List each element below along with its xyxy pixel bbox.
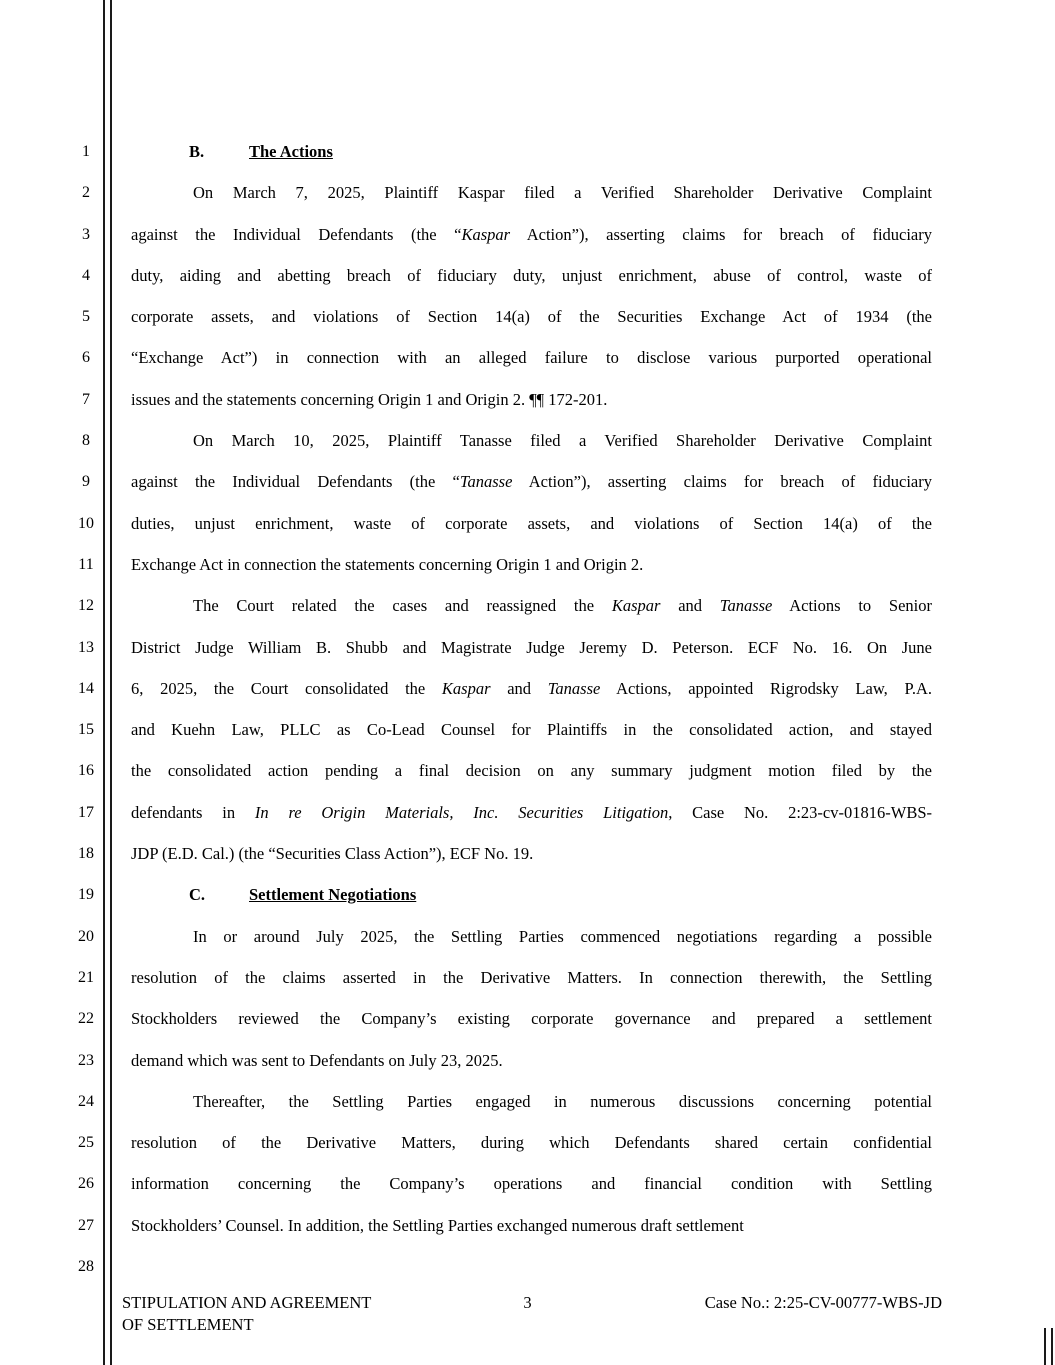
footer-page-number: 3 [523,1293,532,1312]
line-number: 20 [78,927,94,945]
text-run: against the Individual Defendants (the “ [131,224,462,244]
line-number: 26 [78,1175,94,1193]
heading-label: C. [189,885,206,905]
line-number: 1 [82,143,90,160]
text-run: , Case No. 2:23-cv-01816-WBS- [668,802,932,822]
text-run: On March 10, 2025, Plaintiff Tanasse filed a Verified Shareholder Derivative Complaint [193,431,932,451]
text-run: and [660,596,720,616]
text-run: Thereafter, the Settling Parties engaged in numerous discussions concerning potential [193,1091,932,1111]
body-line [131,1081,932,1122]
body-line [131,916,932,957]
body-line [131,255,932,296]
line-number: 5 [82,308,90,326]
body-line [131,1122,932,1163]
text-run: Stockholders reviewed the Company’s existing corporate governance and prepared a settlement [131,1009,932,1029]
body-line [131,709,932,750]
body-line [131,420,932,461]
line-number: 14 [78,679,94,697]
text-run: resolution of the Derivative Matters, during which Defendants shared certain confidential [131,1133,932,1153]
text-run: Action”), asserting claims for breach of fiduciary [512,472,932,492]
body-line [131,1040,932,1081]
line-number: 9 [82,473,90,491]
text-run: against the Individual Defendants (the “ [131,472,460,492]
line-number: 19 [78,886,94,904]
section-heading [131,874,932,915]
line-number: 12 [78,597,94,615]
line-number: 17 [78,803,94,821]
text-run: Exchange Act in connection the statements concerning Origin 1 and Origin 2. [131,554,644,574]
body-line [131,998,932,1039]
footer-title-line2: OF SETTLEMENT [122,1314,254,1334]
footer-case-number: Case No.: 2:25-CV-00777-WBS-JD [704,1293,942,1312]
text-run: duty, aiding and abetting breach of fiduciary duty, unjust enrichment, abuse of control, waste of [131,265,932,285]
body-line [131,503,932,544]
line-number: 10 [78,514,94,532]
line-number: 22 [78,1010,94,1028]
line-number: 15 [78,721,94,739]
text-run: and Kuehn Law, PLLC as Co-Lead Counsel for Plaintiffs in the consolidated action, and stayed [131,720,932,740]
text-run: Stockholders’ Counsel. In addition, the Settling Parties exchanged numerous draft settlement [131,1215,744,1235]
italic-text: Tanasse [459,472,513,492]
body-line [131,1163,932,1204]
body-line [131,214,932,255]
line-number: 11 [78,555,94,573]
text-run: duties, unjust enrichment, waste of corporate assets, and violations of Section 14(a) of the [131,513,932,533]
text-run: District Judge William B. Shubb and Magistrate Judge Jeremy D. Peterson. ECF No. 16. On June [131,637,932,657]
line-number: 28 [78,1258,94,1276]
text-run: In or around July 2025, the Settling Parties commenced negotiations regarding a possible [193,926,932,946]
line-number: 4 [82,266,90,284]
line-number: 27 [78,1216,94,1234]
text-run: “Exchange Act”) in connection with an alleged failure to disclose various purported operational [131,348,932,368]
text-run: Actions to Senior [772,596,932,616]
text-run: the consolidated action pending a final decision on any summary judgment motion filed by the [131,761,932,781]
line-number: 7 [82,390,90,408]
line-number: 18 [78,845,94,863]
body-line [131,172,932,213]
line-number: 6 [82,349,90,367]
left-margin-rule-inner [110,0,112,1365]
italic-text: Kaspar [461,224,511,244]
body-line [131,1205,932,1246]
line-number-column [71,131,101,1287]
text-run: On March 7, 2025, Plaintiff Kaspar filed a Verified Shareholder Derivative Complaint [193,183,932,203]
text-run: Action”), asserting claims for breach of fiduciary [510,224,932,244]
right-margin-rule-outer [1044,1328,1046,1365]
line-number: 13 [78,638,94,656]
text-run: Actions, appointed Rigrodsky Law, P.A. [600,678,932,698]
body-line [131,627,932,668]
heading-label: B. [189,142,205,161]
italic-text: Kaspar [611,596,661,616]
footer-title-line1: STIPULATION AND AGREEMENT [122,1293,372,1312]
body-line [131,337,932,378]
line-number: 24 [78,1092,94,1110]
body-line [131,585,932,626]
line-number: 23 [78,1051,94,1069]
left-margin-rule-outer [103,0,105,1365]
italic-text: In re Origin Materials, Inc. Securities Litigation [254,802,669,822]
text-run: 6, 2025, the Court consolidated the [131,678,442,698]
body-line [131,792,932,833]
section-heading [131,131,932,172]
body-line [131,544,932,585]
text-run: The Court related the cases and reassigned the [193,596,612,616]
text-run: issues and the statements concerning Origin 1 and Origin 2. ¶¶ 172-201. [131,389,608,409]
text-run: information concerning the Company’s operations and financial condition with Settling [131,1174,932,1194]
text-run: and [490,678,548,698]
italic-text: Tanasse [719,596,773,616]
line-number: 25 [78,1134,94,1152]
text-run: defendants in [131,802,255,822]
right-margin-rule-inner [1051,1328,1053,1365]
line-number: 2 [82,184,90,202]
line-number: 3 [82,225,90,243]
body-line [131,668,932,709]
body-line [131,461,932,502]
body-line [131,833,932,874]
line-number: 21 [78,968,94,986]
text-run: JDP (E.D. Cal.) (the “Securities Class Action”), ECF No. 19. [131,844,534,864]
italic-text: Tanasse [547,678,601,698]
body-line [131,296,932,337]
line-number: 16 [78,762,94,780]
body-line [131,957,932,998]
line-number: 8 [82,432,90,450]
body-line [131,379,932,420]
text-run: corporate assets, and violations of Section 14(a) of the Securities Exchange Act of 1934 (the [131,307,932,327]
heading-title: Settlement Negotiations [249,885,417,905]
text-run: demand which was sent to Defendants on July 23, 2025. [131,1050,503,1070]
body-line [131,750,932,791]
document-body [131,131,932,1246]
italic-text: Kaspar [441,678,491,698]
text-run: resolution of the claims asserted in the Derivative Matters. In connection therewith, the Settling [131,967,932,987]
heading-title: The Actions [249,142,333,161]
